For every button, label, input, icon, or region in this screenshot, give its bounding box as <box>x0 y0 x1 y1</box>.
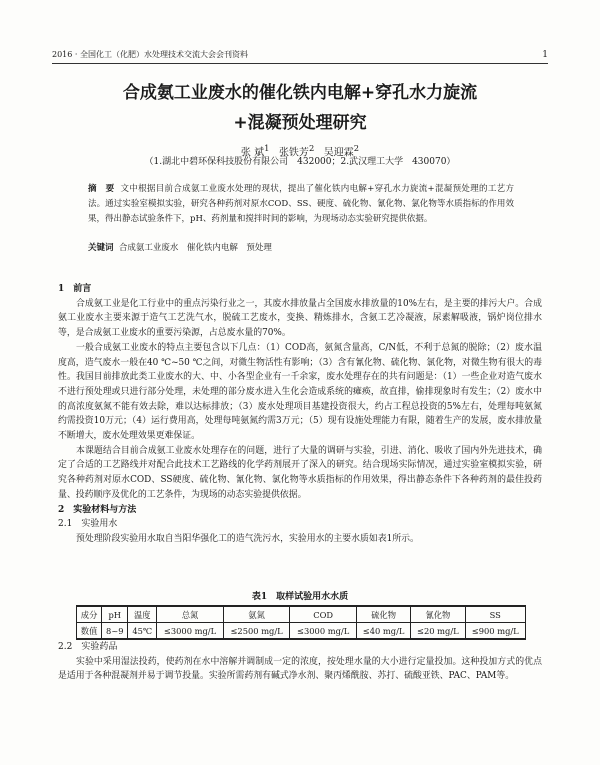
table-value-cell: ≤3000 mg/L <box>157 623 224 640</box>
table-value-cell: ≤2500 mg/L <box>223 623 290 640</box>
author-2-affil: 2 <box>308 143 315 153</box>
affiliation: （1.湖北中碧环保科技股份有限公司 432000；2.武汉理工大学 430070） <box>144 157 456 167</box>
table-header-row <box>77 606 526 623</box>
abstract <box>88 182 514 227</box>
page-number: 1 <box>542 50 548 60</box>
table-value-cell: ≤3000 mg/L <box>290 623 357 640</box>
table-header-cell: SS <box>465 606 526 623</box>
table-header-cell: 氨氮 <box>223 606 290 623</box>
table-header-cell: pH <box>102 606 128 623</box>
keywords-label: 关键词 <box>88 243 114 253</box>
section-2-heading: 2 实验材料与方法 <box>58 504 137 515</box>
section-2-2-paragraph: 实验中采用湿法投药，使药剂在水中溶解并调制成一定的浓度，按处理水量的大小进行定量投加。这种投加方式的优点是适用于各种混凝剂并易于调节投量。实验所需药剂有碱式净水剂、聚丙烯酰胺、苏打、硫酸亚铁、PAC、PAM等。 <box>58 656 542 682</box>
author-1: 张 斌 <box>240 147 265 159</box>
table-value-cell: ≤40 mg/L <box>356 623 410 640</box>
author-2: 张铁芳 <box>278 147 309 159</box>
running-header <box>52 50 548 64</box>
table-header-cell: 成分 <box>77 606 102 623</box>
section-1-heading: 1 前言 <box>58 284 92 294</box>
table-value-cell: ≤20 mg/L <box>411 623 465 640</box>
title-line-1: 合成氨工业废水的催化铁内电解+穿孔水力旋流 <box>122 83 478 103</box>
author-3-affil: 2 <box>353 143 360 153</box>
title-line-2: +混凝预处理研究 <box>233 113 367 133</box>
section-2-1-paragraph: 预处理阶段实验用水取自当阳华强化工的造气洗污水，实验用水的主要水质如表1所示。 <box>76 533 419 544</box>
section-1-paragraph-3: 本课题结合目前合成氨工业废水处理存在的问题，进行了大量的调研与实验，引进、消化、吸收了国内外先进技术，确定了合适的工艺路线并对配合此技术工艺路线的化学药剂展开了深入的研究。结合现场实际情况，通过实验室模拟实验，研究各种药剂对原水COD、SS硬度、硫化物、氰化物、氯化物等水质指标的作用效果，得出静态条件下各种药剂的最佳投药量、投药顺序及优化的工艺条件，为现场的动态实验提供依据。 <box>58 445 542 500</box>
section-2-2-heading: 2.2 实验药品 <box>58 642 118 652</box>
table-value-cell: 数值 <box>77 623 102 640</box>
table-header-cell: COD <box>290 606 357 623</box>
table-header-cell: 总氮 <box>157 606 224 623</box>
section-1-paragraph-1: 合成氨工业是化工行业中的重点污染行业之一，其废水排放量占全国废水排放量的10%左右，是主要的排污大户。合成氨工业废水主要来源于造气工艺洗气水，脱硫工艺废水，变换、精炼排水，含氨工艺冷凝液，尿素解吸液，锅炉岗位排水等，是合成氨工业废水的重要污染源，占总废水量的70%。 <box>58 298 542 339</box>
abstract-text: 文中根据目前合成氨工业废水处理的现状，提出了催化铁内电解+穿孔水力旋流+混凝预处理的工艺方法。通过实验室模拟实验，研究各种药剂对原水COD、SS、硬度、硫化物、氰化物、氯化物等水质指标的作用效果，得出静态试验条件下，pH、药剂量和搅拌时间的影响，为现场动态实验研究提供依据。 <box>88 184 514 224</box>
author-3: 吴迎霖 <box>323 147 354 159</box>
table-value-cell: 8~9 <box>102 623 128 640</box>
table-header-cell: 温度 <box>128 606 157 623</box>
table-header-cell: 硫化物 <box>356 606 410 623</box>
table-1-caption: 表1 取样试验用水水质 <box>251 592 349 602</box>
paper-title <box>60 78 540 138</box>
author-1-affil: 1 <box>264 143 270 153</box>
table-value-row <box>77 623 526 640</box>
keywords-text: 合成氨工业废水 催化铁内电解 预处理 <box>118 243 272 253</box>
journal-name: 2016 · 全国化工（化肥）水处理技术交流大会会刊资料 <box>52 50 248 59</box>
abstract-label: 摘 要 <box>88 184 115 194</box>
section-introduction <box>58 282 542 547</box>
section-2-1-heading: 2.1 实验用水 <box>58 519 118 530</box>
water-quality-table <box>76 605 526 640</box>
table-value-cell: 45℃ <box>128 623 157 640</box>
section-1-paragraph-2: 一般合成氨工业废水的特点主要包含以下几点：（1）COD高，氨氮含量高，C/N低，不利于总氮的脱除；（2）废水温度高，造气废水一般在40 ℃~50 ℃之间，对微生物活性有影响；（3）含有氰化物、硫化物、氯化物，对微生物有很大的毒性。我国目前排放此类工业废水的大、中、小各型企业有一千余家，废水处理存在的共有问题是：（1）一些企业对造气废水不进行预处理或只进行部分处理，未处理的部分废水进入生化会造成系统的瘫痪，故直排，偷排现象时有发生；（2）废水中的高浓度氨氮不能有效去除，难以达标排放；（3）废水处理项目基建投资很大，约占工程总投资的5%左右，处理每吨氨氮约需投资10万元；（4）运行费用高，处理每吨氨氮约需3万元；（5）现有设施处理能力有限，随着生产的发展，废水排放量不断增大，废水处理效果更难保证。 <box>58 342 542 442</box>
table-header-cell: 氰化物 <box>411 606 465 623</box>
table-value-cell: ≤900 mg/L <box>465 623 526 640</box>
section-reagents <box>58 640 542 684</box>
keywords <box>88 241 514 256</box>
